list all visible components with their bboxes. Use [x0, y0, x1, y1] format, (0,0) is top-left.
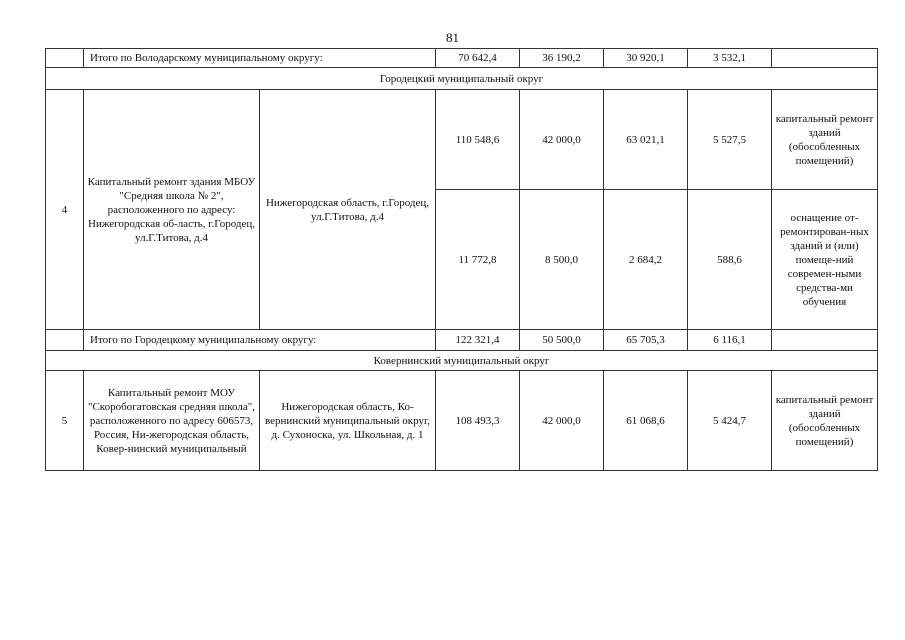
amount-cell: 11 772,8 [436, 190, 520, 330]
total-value: 50 500,0 [520, 330, 604, 351]
item-row-5 [46, 371, 878, 471]
amount-cell: 5 424,7 [688, 371, 772, 471]
page-number: 81 [446, 30, 459, 45]
item-number: 4 [46, 90, 84, 330]
amount-cell: 5 527,5 [688, 90, 772, 190]
amount-cell: 2 684,2 [604, 190, 688, 330]
item-number: 5 [46, 371, 84, 471]
total-value: 65 705,3 [604, 330, 688, 351]
total-value: 3 532,1 [688, 49, 772, 68]
section-heading: Ковернинский муниципальный округ [46, 351, 878, 371]
object-address: Нижегородская область, г.Городец, ул.Г.Титова, д.4 [260, 90, 436, 330]
total-row-gorodetsky [46, 330, 878, 351]
empty-cell [46, 49, 84, 68]
empty-cell [772, 330, 878, 351]
amount-cell: 42 000,0 [520, 371, 604, 471]
total-label: Итого по Городецкому муниципальному округу: [84, 330, 436, 351]
total-value: 122 321,4 [436, 330, 520, 351]
amount-cell: 110 548,6 [436, 90, 520, 190]
total-value: 30 920,1 [604, 49, 688, 68]
empty-cell [46, 330, 84, 351]
object-address: Нижегородская область, Ко-вернинский муниципальный округ, д. Сухоноска, ул. Школьная, д. 1 [260, 371, 436, 471]
amount-cell: 8 500,0 [520, 190, 604, 330]
amount-cell: 588,6 [688, 190, 772, 330]
item-row-4a [46, 90, 878, 190]
purpose-cell: капитальный ремонт зданий (обособленных помещений) [772, 371, 878, 471]
amount-cell: 108 493,3 [436, 371, 520, 471]
purpose-cell: капитальный ремонт зданий (обособленных помещений) [772, 90, 878, 190]
total-value: 70 642,4 [436, 49, 520, 68]
section-row-gorodetsky [46, 68, 878, 90]
funding-table [45, 48, 878, 471]
section-heading: Городецкий муниципальный округ [46, 68, 878, 90]
amount-cell: 42 000,0 [520, 90, 604, 190]
total-row-volodarsky [46, 49, 878, 68]
amount-cell: 63 021,1 [604, 90, 688, 190]
object-name: Капитальный ремонт МОУ "Скоробогатовская средняя школа", расположенного по адресу 606573, Россия, Ни-жегородская область, Ковер-нинский муниципальный [84, 371, 260, 471]
purpose-cell: оснащение от-ремонтирован-ных зданий и (или) помеще-ний современ-ными средства-ми обучения [772, 190, 878, 330]
section-row-kovernino [46, 351, 878, 371]
total-label: Итого по Володарскому муниципальному округу: [84, 49, 436, 68]
total-value: 6 116,1 [688, 330, 772, 351]
object-name: Капитальный ремонт здания МБОУ "Средняя школа № 2", расположенного по адресу: Нижегородская об-ласть, г.Городец, ул.Г.Титова, д.4 [84, 90, 260, 330]
total-value: 36 190,2 [520, 49, 604, 68]
empty-cell [772, 49, 878, 68]
amount-cell: 61 068,6 [604, 371, 688, 471]
